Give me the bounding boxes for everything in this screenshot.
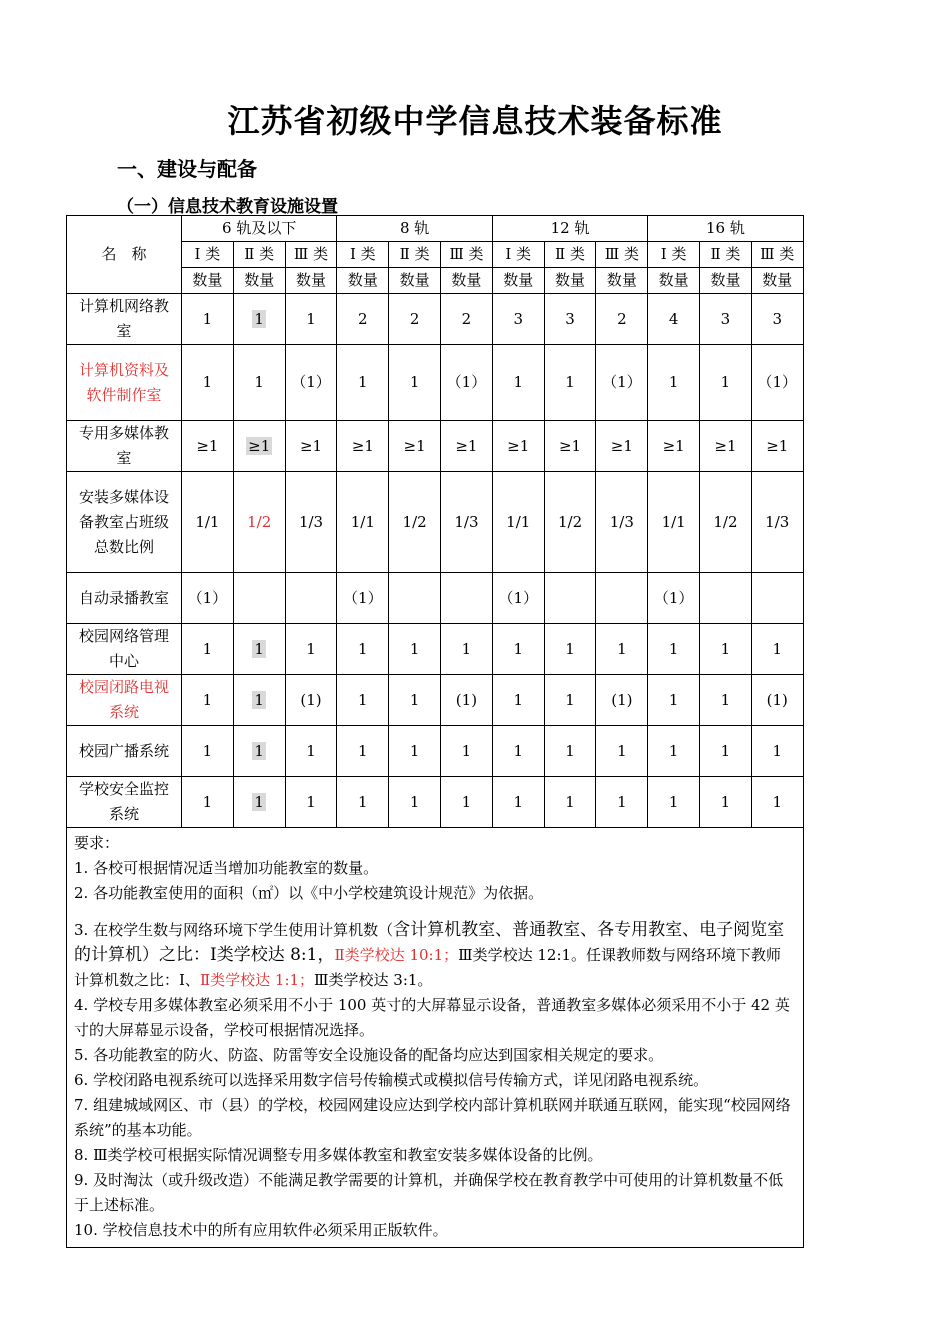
table-cell xyxy=(182,624,234,675)
table-cell xyxy=(182,573,234,624)
cell-value: 1 xyxy=(565,741,575,760)
cell-value: ≥1 xyxy=(455,436,478,455)
table-cell xyxy=(441,675,493,726)
requirement-item: 8. Ⅲ类学校可根据实际情况调整专用多媒体教室和教室安装多媒体设备的比例。 xyxy=(74,1146,603,1164)
table-cell xyxy=(751,624,803,675)
cell-value: 1/2 xyxy=(713,512,738,531)
row-name: 校园广播系统 xyxy=(67,726,182,777)
cell-value: 1 xyxy=(409,373,420,391)
table-cell xyxy=(337,421,389,472)
cell-value: 1 xyxy=(202,309,213,328)
table-row xyxy=(67,675,804,726)
cell-value: 1/3 xyxy=(298,512,324,531)
table-cell xyxy=(182,294,234,345)
cell-value: 1 xyxy=(617,741,627,760)
table-cell xyxy=(441,472,493,573)
quantity-header: 数量 xyxy=(751,268,803,294)
table-cell xyxy=(337,675,389,726)
table-cell xyxy=(441,777,493,828)
quantity-header: 数量 xyxy=(182,268,234,294)
cell-value: 1 xyxy=(306,792,316,811)
cell-value: 1 xyxy=(254,741,264,760)
cell-value: 1 xyxy=(409,792,420,811)
cell-value: 1/3 xyxy=(609,512,634,531)
cell-value: 1 xyxy=(617,639,627,658)
cell-value: （1） xyxy=(757,373,798,391)
cell-value: 1 xyxy=(668,792,679,811)
table-cell xyxy=(337,573,389,624)
table-cell xyxy=(441,421,493,472)
table-cell xyxy=(441,573,493,624)
cell-value: 1 xyxy=(668,639,679,658)
cell-value: ≥1 xyxy=(403,436,426,455)
table-cell xyxy=(492,777,544,828)
row-name: 校园闭路电视系统 xyxy=(67,675,182,726)
track-group-header: 6 轨及以下 xyxy=(182,216,337,242)
table-cell xyxy=(544,294,596,345)
cell-value: 1/2 xyxy=(557,512,583,531)
requirement-3-part: Ⅲ类学校达 12:1。任课教师数与网络环境下教师计算机数之比：Ⅰ、 xyxy=(74,946,782,989)
requirement-item-3 xyxy=(74,918,795,993)
table-cell xyxy=(751,726,803,777)
cell-value: 1 xyxy=(358,373,368,391)
table-cell xyxy=(389,777,441,828)
table-cell xyxy=(182,345,234,421)
cell-value: 1 xyxy=(513,792,524,811)
cell-value: 1 xyxy=(513,373,524,391)
row-name: 校园网络管理中心 xyxy=(67,624,182,675)
table-cell xyxy=(285,675,337,726)
cell-value: 1 xyxy=(720,690,731,709)
requirement-item: 7. 组建城域网区、市（县）的学校，校园网建设应达到学校内部计算机联网并联通互联网，能实现“校园网络系统”的基本功能。 xyxy=(74,1096,791,1139)
row-name: 学校安全监控系统 xyxy=(67,777,182,828)
cell-value: 1 xyxy=(565,690,575,709)
requirement-item: 1. 各校可根据情况适当增加功能教室的数量。 xyxy=(74,859,379,877)
cell-value: （1） xyxy=(187,588,228,607)
table-cell xyxy=(233,345,285,421)
cell-value: 1 xyxy=(202,373,213,391)
cell-value: 1 xyxy=(772,741,783,760)
cell-value: 2 xyxy=(409,309,420,328)
cell-value: 1/1 xyxy=(506,512,531,531)
table-row xyxy=(67,726,804,777)
table-cell xyxy=(596,777,648,828)
table-row xyxy=(67,624,804,675)
table-cell xyxy=(233,573,285,624)
requirement-3-part: Ⅱ类学校达 1:1； xyxy=(199,971,315,989)
cell-value: 3 xyxy=(513,309,524,328)
cell-value: 1 xyxy=(772,639,783,658)
table-cell xyxy=(648,624,700,675)
class-header: Ⅲ 类 xyxy=(285,242,337,268)
table-cell xyxy=(751,777,803,828)
cell-value: 1 xyxy=(358,690,368,709)
table-cell xyxy=(233,624,285,675)
class-header: Ⅲ 类 xyxy=(751,242,803,268)
table-cell xyxy=(285,624,337,675)
class-header: Ⅱ 类 xyxy=(700,242,752,268)
table-cell xyxy=(648,472,700,573)
cell-value: 1 xyxy=(461,639,472,658)
track-group-header: 16 轨 xyxy=(648,216,803,242)
table-cell xyxy=(492,675,544,726)
cell-value: 1 xyxy=(565,639,575,658)
cell-value: 1 xyxy=(565,373,575,391)
cell-value: 1 xyxy=(202,792,213,811)
table-cell xyxy=(337,726,389,777)
table-cell xyxy=(700,675,752,726)
table-cell xyxy=(285,345,337,421)
cell-value: 4 xyxy=(668,309,679,328)
cell-value: 1 xyxy=(306,741,316,760)
table-cell xyxy=(544,345,596,421)
table-cell xyxy=(285,573,337,624)
cell-value: (1) xyxy=(611,690,633,709)
table-cell xyxy=(700,573,752,624)
table-cell xyxy=(544,573,596,624)
cell-value: 1 xyxy=(461,741,472,760)
section-heading: 一、建设与配备 xyxy=(117,157,257,181)
table-cell xyxy=(751,472,803,573)
table-cell xyxy=(389,294,441,345)
table-cell xyxy=(233,777,285,828)
cell-value: 1 xyxy=(720,373,731,391)
table-cell xyxy=(596,472,648,573)
table-cell xyxy=(648,345,700,421)
requirement-3-part: Ⅲ类学校达 3:1。 xyxy=(314,971,433,989)
cell-value: 1 xyxy=(202,690,213,709)
table-cell xyxy=(337,624,389,675)
table-cell xyxy=(337,294,389,345)
requirement-item: 2. 各功能教室使用的面积（㎡）以《中小学校建筑设计规范》为依据。 xyxy=(74,884,544,902)
cell-value: 1/2 xyxy=(402,512,427,531)
table-cell xyxy=(544,472,596,573)
table-cell xyxy=(751,294,803,345)
table-row xyxy=(67,573,804,624)
table-cell xyxy=(389,345,441,421)
cell-value: 2 xyxy=(617,309,627,328)
cell-value: 1 xyxy=(513,639,524,658)
cell-value: ≥1 xyxy=(714,436,737,455)
table-cell xyxy=(596,573,648,624)
cell-value: 2 xyxy=(461,309,472,328)
table-cell xyxy=(700,777,752,828)
cell-value: ≥1 xyxy=(610,436,633,455)
table-cell xyxy=(648,675,700,726)
table-cell xyxy=(700,421,752,472)
cell-value: 1 xyxy=(720,639,731,658)
table-cell xyxy=(544,777,596,828)
class-header: Ⅱ 类 xyxy=(233,242,285,268)
table-cell xyxy=(648,777,700,828)
table-cell xyxy=(648,421,700,472)
table-cell xyxy=(182,421,234,472)
table-cell xyxy=(492,472,544,573)
cell-value: 1 xyxy=(409,690,420,709)
cell-value: 3 xyxy=(720,309,731,328)
table-row xyxy=(67,777,804,828)
table-cell xyxy=(700,624,752,675)
table-cell xyxy=(751,675,803,726)
table-cell xyxy=(648,573,700,624)
table-cell xyxy=(492,421,544,472)
cell-value: ≥1 xyxy=(558,436,582,455)
table-cell xyxy=(544,675,596,726)
cell-value: ≥1 xyxy=(299,436,323,455)
cell-value: 1 xyxy=(720,792,731,811)
cell-value: 1 xyxy=(565,792,575,811)
table-cell xyxy=(492,573,544,624)
table-cell xyxy=(441,345,493,421)
requirement-item: 6. 学校闭路电视系统可以选择采用数字信号传输模式或模拟信号传输方式，详见闭路电视系统。 xyxy=(74,1071,709,1089)
cell-value: 2 xyxy=(358,309,368,328)
table-cell xyxy=(700,472,752,573)
quantity-header: 数量 xyxy=(285,268,337,294)
cell-value: （1） xyxy=(291,373,331,391)
cell-value: （1） xyxy=(498,588,539,607)
cell-value: 1 xyxy=(254,309,264,328)
quantity-header: 数量 xyxy=(596,268,648,294)
cell-value: 1 xyxy=(720,741,731,760)
cell-value: 1 xyxy=(617,792,627,811)
table-cell xyxy=(337,777,389,828)
cell-value: （1） xyxy=(446,373,487,391)
cell-value: 1/1 xyxy=(195,512,220,531)
table-cell xyxy=(492,294,544,345)
cell-value: 1/1 xyxy=(661,512,686,531)
cell-value: 1 xyxy=(358,741,368,760)
table-cell xyxy=(233,472,285,573)
table-row xyxy=(67,294,804,345)
class-header: Ⅰ 类 xyxy=(492,242,544,268)
track-group-header: 12 轨 xyxy=(492,216,647,242)
cell-value: 1 xyxy=(409,741,420,760)
quantity-header: 数量 xyxy=(233,268,285,294)
cell-value: （1） xyxy=(602,373,642,391)
table-cell xyxy=(596,624,648,675)
cell-value: 1 xyxy=(668,741,679,760)
class-header: Ⅱ 类 xyxy=(389,242,441,268)
table-cell xyxy=(596,675,648,726)
quantity-header: 数量 xyxy=(492,268,544,294)
table-cell xyxy=(285,421,337,472)
table-cell xyxy=(389,573,441,624)
table-cell xyxy=(285,294,337,345)
table-cell xyxy=(233,675,285,726)
requirements-heading: 要求： xyxy=(74,834,120,852)
cell-value: 1/3 xyxy=(765,512,790,531)
requirement-3-part: 3. 在校学生数与网络环境下学生使用计算机数（ xyxy=(74,921,394,939)
class-header: Ⅲ 类 xyxy=(441,242,493,268)
cell-value: 3 xyxy=(565,309,575,328)
subsection-heading: （一）信息技术教育设施设置 xyxy=(117,197,338,217)
class-header: Ⅰ 类 xyxy=(648,242,700,268)
table-cell xyxy=(751,421,803,472)
cell-value: (1) xyxy=(766,690,788,709)
table-cell xyxy=(751,573,803,624)
cell-value: (1) xyxy=(300,690,322,709)
cell-value: 1 xyxy=(358,792,368,811)
cell-value: 1 xyxy=(358,639,368,658)
name-column-header: 名 称 xyxy=(67,216,182,294)
table-cell xyxy=(389,472,441,573)
requirements-cell xyxy=(67,828,804,1248)
requirement-3-part: Ⅱ类学校达 10:1； xyxy=(334,946,459,964)
class-header: Ⅰ 类 xyxy=(337,242,389,268)
cell-value: 1 xyxy=(306,639,316,658)
cell-value: 1 xyxy=(668,373,679,391)
table-cell xyxy=(596,294,648,345)
row-name: 计算机资料及软件制作室 xyxy=(67,345,182,421)
row-name: 计算机网络教室 xyxy=(67,294,182,345)
table-row xyxy=(67,421,804,472)
table-cell xyxy=(233,294,285,345)
table-cell xyxy=(544,624,596,675)
table-cell xyxy=(492,624,544,675)
quantity-header: 数量 xyxy=(544,268,596,294)
cell-value: (1) xyxy=(455,690,478,709)
requirement-item: 9. 及时淘汰（或升级改造）不能满足教学需要的计算机，并确保学校在教育教学中可使用的计算机数量不低于上述标准。 xyxy=(74,1171,784,1214)
table-cell xyxy=(285,777,337,828)
cell-value: 1 xyxy=(202,741,213,760)
table-cell xyxy=(648,726,700,777)
table-cell xyxy=(233,726,285,777)
table-cell xyxy=(700,726,752,777)
table-cell xyxy=(182,472,234,573)
table-cell xyxy=(441,726,493,777)
table-cell xyxy=(544,726,596,777)
table-cell xyxy=(337,472,389,573)
table-cell xyxy=(233,421,285,472)
requirement-item: 5. 各功能教室的防火、防盗、防雷等安全设施设备的配备均应达到国家相关规定的要求。 xyxy=(74,1046,664,1064)
cell-value: 1 xyxy=(461,792,472,811)
cell-value: 1 xyxy=(306,309,316,328)
table-cell xyxy=(182,675,234,726)
cell-value: 3 xyxy=(772,309,783,328)
cell-value: 1/2 xyxy=(247,512,272,531)
table-cell xyxy=(544,421,596,472)
cell-value: （1） xyxy=(343,588,383,607)
document-title: 江苏省初级中学信息技术装备标准 xyxy=(227,102,723,140)
table-cell xyxy=(337,345,389,421)
cell-value: 1 xyxy=(668,690,679,709)
table-row xyxy=(67,472,804,573)
cell-value: ≥1 xyxy=(248,436,271,455)
quantity-header: 数量 xyxy=(441,268,493,294)
cell-value: 1 xyxy=(772,792,783,811)
cell-value: 1 xyxy=(513,690,524,709)
table-cell xyxy=(285,472,337,573)
cell-value: 1 xyxy=(513,741,524,760)
table-cell xyxy=(441,624,493,675)
cell-value: 1/1 xyxy=(350,512,375,531)
table-cell xyxy=(285,726,337,777)
quantity-header: 数量 xyxy=(389,268,441,294)
equipment-table xyxy=(66,215,804,1248)
table-cell xyxy=(596,421,648,472)
cell-value: ≥1 xyxy=(351,436,374,455)
table-cell xyxy=(492,726,544,777)
quantity-header: 数量 xyxy=(648,268,700,294)
cell-value: 1 xyxy=(254,373,264,391)
cell-value: 1 xyxy=(202,639,213,658)
table-cell xyxy=(751,345,803,421)
table-cell xyxy=(389,624,441,675)
table-row xyxy=(67,345,804,421)
table-cell xyxy=(596,726,648,777)
cell-value: 1 xyxy=(254,639,264,658)
row-name: 自动录播教室 xyxy=(67,573,182,624)
cell-value: ≥1 xyxy=(196,436,219,455)
table-cell xyxy=(389,421,441,472)
table-cell xyxy=(700,294,752,345)
cell-value: 1 xyxy=(254,690,264,709)
cell-value: ≥1 xyxy=(507,436,530,455)
class-header: Ⅰ 类 xyxy=(182,242,234,268)
cell-value: 1 xyxy=(409,639,420,658)
cell-value: （1） xyxy=(653,588,694,607)
row-name: 安装多媒体设备教室占班级总数比例 xyxy=(67,472,182,573)
cell-value: 1/3 xyxy=(454,512,479,531)
quantity-header: 数量 xyxy=(337,268,389,294)
class-header: Ⅱ 类 xyxy=(544,242,596,268)
table-cell xyxy=(596,345,648,421)
requirement-3-part: 含计算机教室、普通教室、各专用教室、电子阅览室的计算机）之比：Ⅰ类学校达 8:1， xyxy=(74,920,785,965)
requirement-item: 10. 学校信息技术中的所有应用软件必须采用正版软件。 xyxy=(74,1221,448,1239)
quantity-header: 数量 xyxy=(700,268,752,294)
table-cell xyxy=(700,345,752,421)
track-group-header: 8 轨 xyxy=(337,216,492,242)
cell-value: ≥1 xyxy=(766,436,789,455)
table-cell xyxy=(389,675,441,726)
table-cell xyxy=(648,294,700,345)
table-cell xyxy=(182,777,234,828)
table-cell xyxy=(492,345,544,421)
row-name: 专用多媒体教室 xyxy=(67,421,182,472)
table-cell xyxy=(389,726,441,777)
cell-value: ≥1 xyxy=(662,436,685,455)
cell-value: 1 xyxy=(254,792,264,811)
table-cell xyxy=(182,726,234,777)
class-header: Ⅲ 类 xyxy=(596,242,648,268)
requirement-item: 4. 学校专用多媒体教室必须采用不小于 100 英寸的大屏幕显示设备，普通教室多媒体必须采用不小于 42 英寸的大屏幕显示设备，学校可根据情况选择。 xyxy=(74,996,790,1039)
table-cell xyxy=(441,294,493,345)
